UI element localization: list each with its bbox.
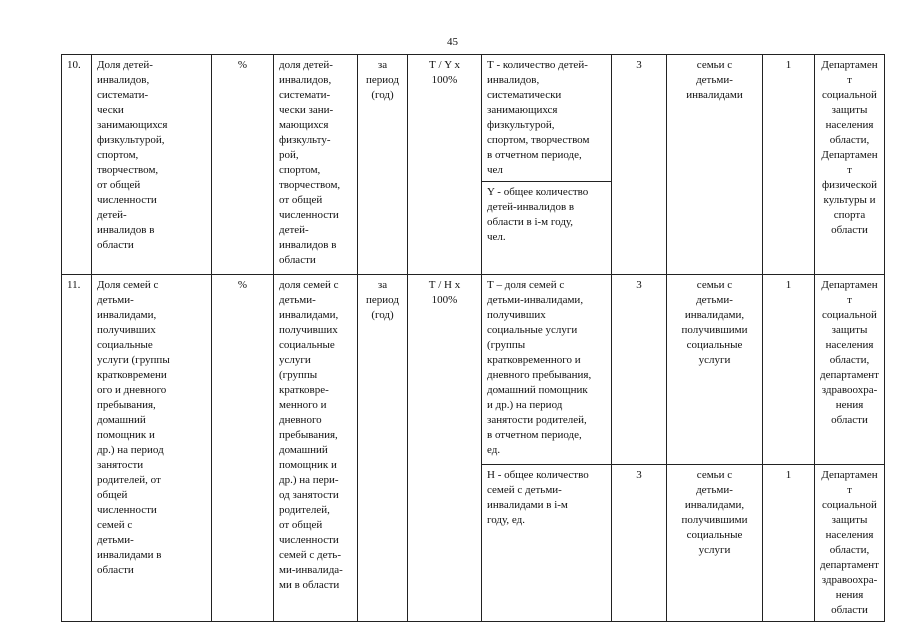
observation-object: семьи с детьми- инвалидами, получившими социальные услуги [667,275,763,465]
period: за период (год) [358,55,408,275]
responsible-body: Департамент социальной защиты населения области, Департамент физической культуры и спорта области [815,55,885,275]
component-description: Y - общее количество детей-инвалидов в области в i-м году, чел. [482,182,612,275]
observation-object: семьи с детьми- инвалидами [667,55,763,275]
observation-object: семьи с детьми- инвалидами, получившими социальные услуги [667,465,763,622]
responsible-body: Департамент социальной защиты населения области, департамент здравоохра- нения области [815,465,885,622]
indicators-table [61,54,885,622]
formula: Т / Н х 100% [408,275,482,622]
indicator-definition: доля детей- инвалидов, системати- чески зани- мающихся физкульту- рой, спортом, творчеством, от общей численности детей- инвалидов в области [274,55,358,275]
page-number: 45 [447,36,458,48]
collection-method: 3 [612,275,667,465]
indicator-definition: доля семей с детьми- инвалидами, получивших социальные услуги (группы кратковре- менного и дневного пребывания, домашний помощник и др.) на пери- од занятости родителей, от общей численности семей с деть- ми-инвалида- ми в области [274,275,358,622]
table-row [62,55,885,182]
indicator-name: Доля семей с детьми- инвалидами, получивших социальные услуги (группы кратковремени ого и дневного пребывания, домашний помощник и др.) на период занятости родителей, от общей численности семей с детьми- инвалидами в области [92,275,212,622]
collection-method: 3 [612,465,667,622]
coverage: 1 [763,275,815,465]
row-number: 10. [62,55,92,275]
component-description: Н - общее количество семей с детьми- инвалидами в i-м году, ед. [482,465,612,622]
table-row [62,275,885,465]
component-description: Т - количество детей- инвалидов, систематически занимающихся физкультурой, спортом, творчеством в отчетном периоде, чел [482,55,612,182]
coverage: 1 [763,55,815,275]
collection-method: 3 [612,55,667,275]
responsible-body: Департамент социальной защиты населения области, департамент здравоохра- нения области [815,275,885,465]
coverage: 1 [763,465,815,622]
row-number: 11. [62,275,92,622]
indicator-name: Доля детей- инвалидов, системати- чески занимающихся физкультурой, спортом, творчеством, от общей численности детей- инвалидов в области [92,55,212,275]
unit: % [212,275,274,622]
unit: % [212,55,274,275]
component-description: Т – доля семей с детьми-инвалидами, получивших социальные услуги (группы кратковременного и дневного пребывания, домашний помощник и др.) на период занятости родителей, в отчетном периоде, ед. [482,275,612,465]
period: за период (год) [358,275,408,622]
formula: Т / Y х 100% [408,55,482,275]
